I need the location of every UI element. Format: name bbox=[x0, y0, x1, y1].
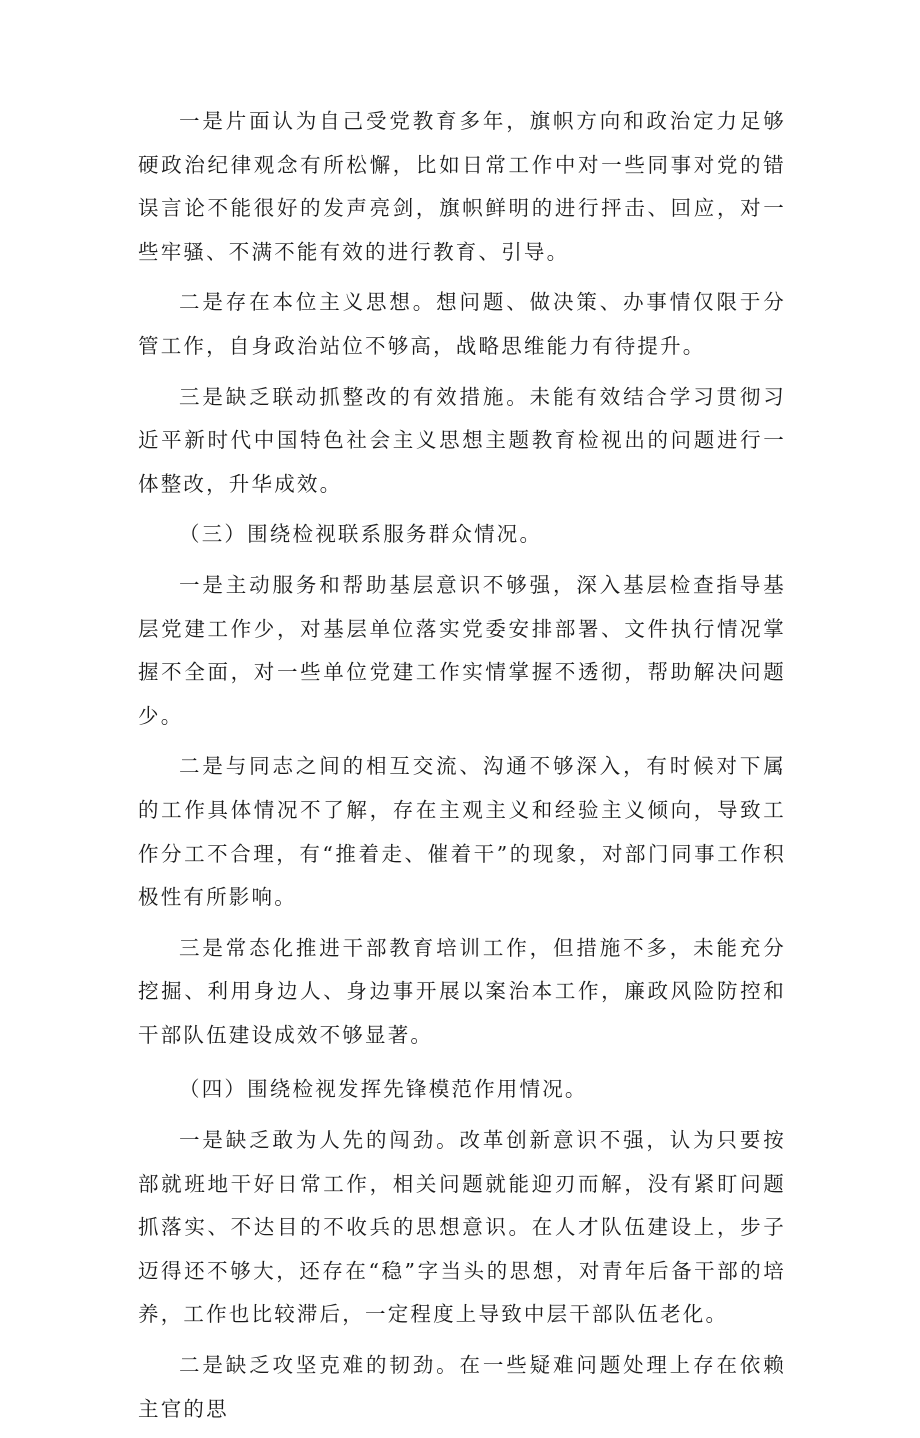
paragraph-6: 三是常态化推进干部教育培训工作，但措施不多，未能充分挖掘、利用身边人、身边事开展以案治本工作，廉政风险防控和干部队伍建设成效不够显著。 bbox=[138, 935, 786, 1047]
paragraph-3: 三是缺乏联动抓整改的有效措施。未能有效结合学习贯彻习近平新时代中国特色社会主义思想主题教育检视出的问题进行一体整改，升华成效。 bbox=[138, 384, 786, 496]
document-body bbox=[138, 100, 786, 1438]
paragraph-2: 二是存在本位主义思想。想问题、做决策、办事情仅限于分管工作，自身政治站位不够高，战略思维能力有待提升。 bbox=[138, 290, 786, 358]
paragraph-7: 一是缺乏敢为人先的闯劲。改革创新意识不强，认为只要按部就班地干好日常工作，相关问题就能迎刃而解，没有紧盯问题抓落实、不达目的不收兵的思想意识。在人才队伍建设上，步子迈得还不够大，还存在“稳”字当头的思想，对青年后备干部的培养，工作也比较滞后，一定程度上导致中层干部队伍老化。 bbox=[138, 1128, 786, 1327]
paragraph-5: 二是与同志之间的相互交流、沟通不够深入，有时候对下属的工作具体情况不了解，存在主观主义和经验主义倾向，导致工作分工不合理，有“推着走、催着干”的现象，对部门同事工作积极性有所影响。 bbox=[138, 754, 786, 910]
paragraph-1: 一是片面认为自己受党教育多年，旗帜方向和政治定力足够硬政治纪律观念有所松懈，比如日常工作中对一些同事对党的错误言论不能很好的发声亮剑，旗帜鲜明的进行抨击、回应，对一些牢骚、不满不能有效的进行教育、引导。 bbox=[138, 109, 786, 264]
section-heading-3: （三）围绕检视联系服务群众情况。 bbox=[179, 522, 543, 547]
section-heading-4: （四）围绕检视发挥先锋模范作用情况。 bbox=[179, 1077, 588, 1102]
paragraph-8: 二是缺乏攻坚克难的韧劲。在一些疑难问题处理上存在依赖主官的思 bbox=[138, 1353, 786, 1421]
paragraph-4: 一是主动服务和帮助基层意识不够强，深入基层检查指导基层党建工作少，对基层单位落实党委安排部署、文件执行情况掌握不全面，对一些单位党建工作实情掌握不透彻，帮助解决问题少。 bbox=[138, 572, 786, 728]
